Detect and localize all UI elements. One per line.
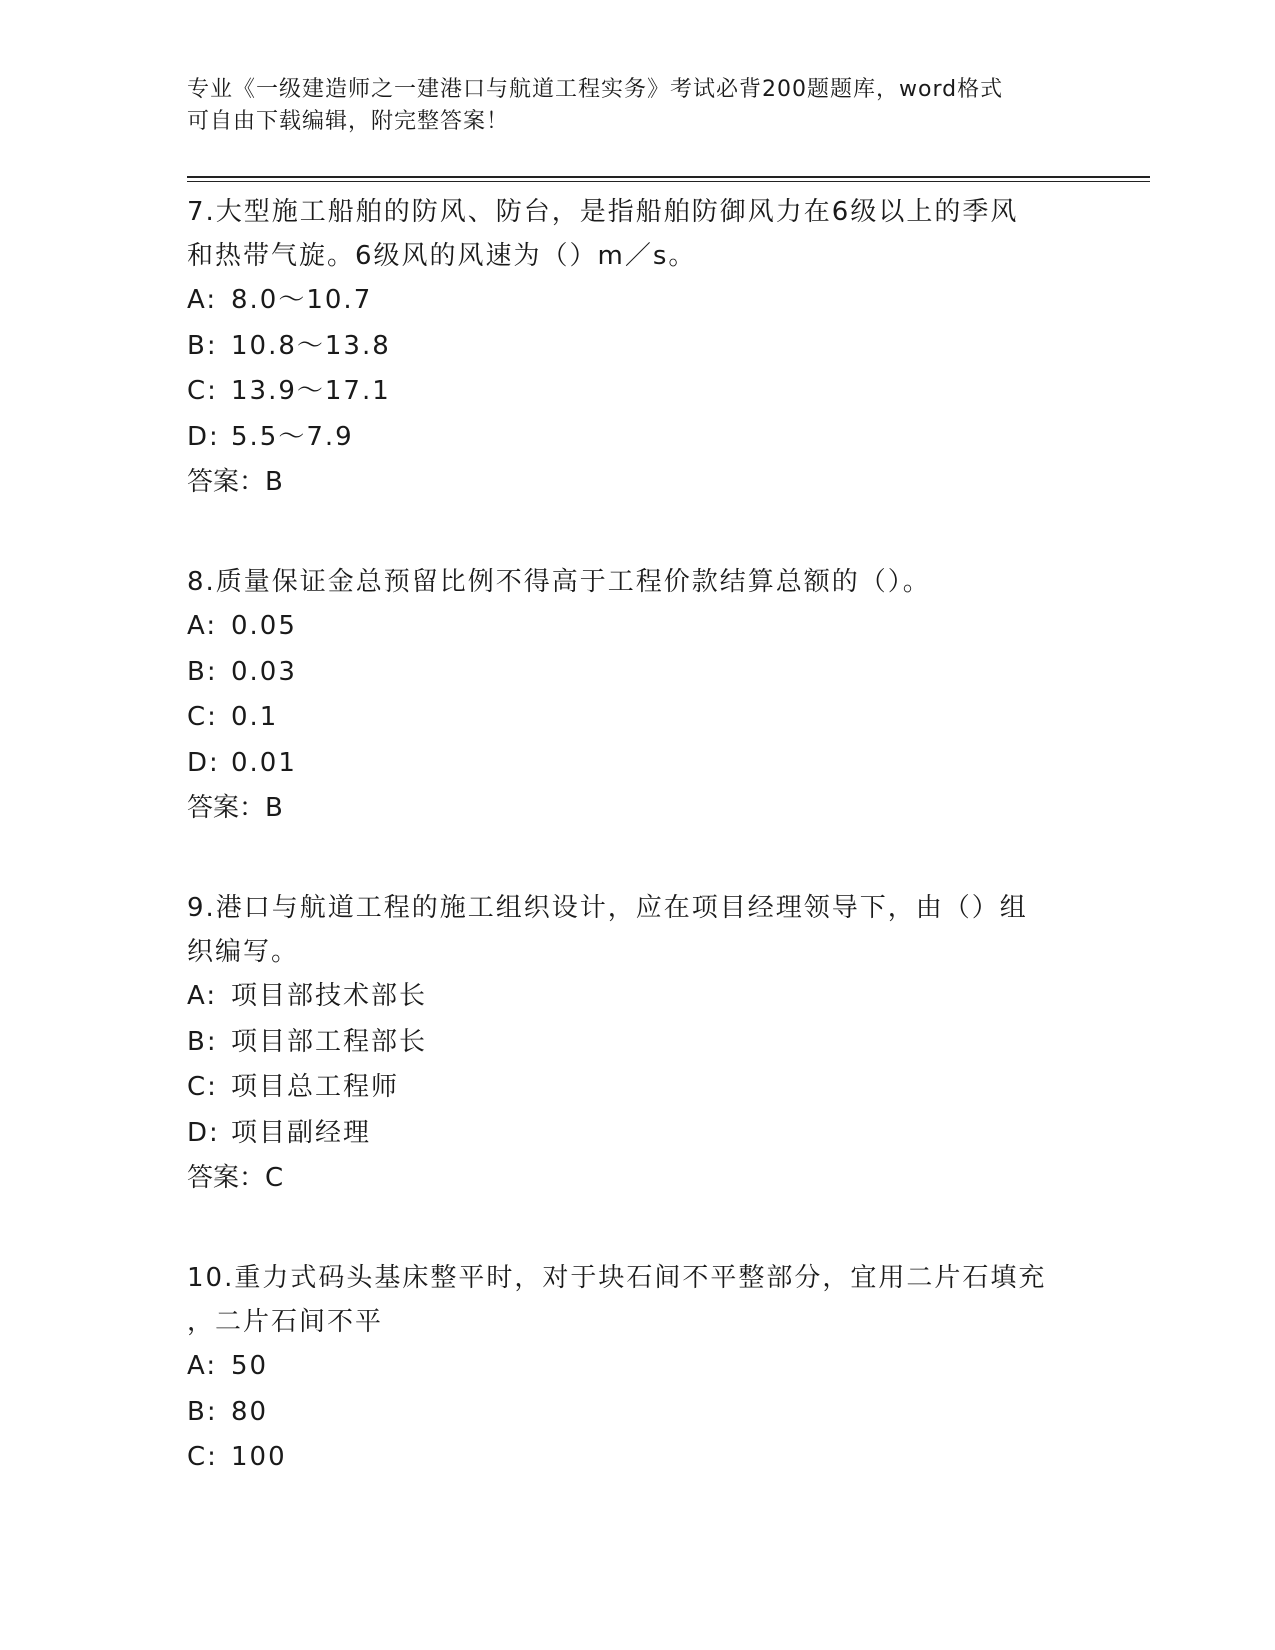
option-b bbox=[187, 1390, 1087, 1436]
option-letter: B: bbox=[187, 656, 218, 687]
answer-line: 答案：B bbox=[187, 467, 283, 497]
option-text: 0.03 bbox=[231, 656, 297, 687]
option-c bbox=[187, 1065, 1087, 1111]
document-header bbox=[187, 74, 1087, 138]
question-list bbox=[187, 190, 1087, 1537]
option-text: 项目部技术部长 bbox=[231, 981, 428, 1011]
option-letter: D: bbox=[187, 1117, 220, 1148]
option-text: 项目副经理 bbox=[231, 1117, 372, 1148]
option-a bbox=[187, 974, 1087, 1020]
option-letter: D: bbox=[187, 747, 220, 778]
stem-line: 9.港口与航道工程的施工组织设计，应在项目经理领导下，由（）组 bbox=[187, 893, 1028, 923]
option-c bbox=[187, 695, 1087, 741]
option-letter: D: bbox=[187, 421, 220, 452]
option-letter: A: bbox=[187, 1351, 218, 1381]
answer-line: 答案：C bbox=[187, 1163, 284, 1193]
option-text: 项目总工程师 bbox=[231, 1072, 400, 1102]
option-text: 13.9～17.1 bbox=[231, 376, 391, 406]
option-text: 0.01 bbox=[231, 747, 297, 778]
option-letter: C: bbox=[187, 376, 218, 406]
option-d bbox=[187, 1111, 1087, 1157]
option-letter: B: bbox=[187, 1396, 218, 1427]
option-b bbox=[187, 650, 1087, 696]
stem-line: 和热带气旋。6级风的风速为（）m／s。 bbox=[187, 241, 697, 271]
question-block bbox=[187, 560, 1087, 830]
stem-line: ，二片石间不平 bbox=[187, 1307, 384, 1337]
question-block bbox=[187, 190, 1087, 504]
option-b bbox=[187, 324, 1087, 370]
option-letter: B: bbox=[187, 1026, 218, 1057]
option-letter: B: bbox=[187, 330, 218, 361]
stem-line: 织编写。 bbox=[187, 937, 300, 967]
question-block bbox=[187, 1256, 1087, 1481]
option-b bbox=[187, 1020, 1087, 1066]
option-a bbox=[187, 604, 1087, 650]
question-stem bbox=[187, 190, 1087, 278]
question-stem bbox=[187, 1256, 1087, 1344]
option-letter: A: bbox=[187, 981, 218, 1011]
option-letter: A: bbox=[187, 611, 218, 641]
option-text: 5.5～7.9 bbox=[231, 421, 354, 452]
stem-line: 10.重力式码头基床整平时，对于块石间不平整部分，宜用二片石填充 bbox=[187, 1263, 1047, 1293]
question-stem bbox=[187, 886, 1087, 974]
option-d bbox=[187, 415, 1087, 461]
option-letter: C: bbox=[187, 702, 218, 732]
option-letter: A: bbox=[187, 285, 218, 315]
option-letter: C: bbox=[187, 1072, 218, 1102]
option-text: 80 bbox=[231, 1396, 269, 1427]
option-text: 项目部工程部长 bbox=[231, 1026, 428, 1057]
header-title-line-2: 可自由下载编辑，附完整答案！ bbox=[187, 109, 510, 134]
option-text: 8.0～10.7 bbox=[231, 285, 373, 315]
stem-line: 7.大型施工船舶的防风、防台，是指船舶防御风力在6级以上的季风 bbox=[187, 197, 1019, 227]
option-text: 0.1 bbox=[231, 702, 279, 732]
option-a bbox=[187, 278, 1087, 324]
stem-line: 8.质量保证金总预留比例不得高于工程价款结算总额的（）。 bbox=[187, 567, 931, 597]
question-block bbox=[187, 886, 1087, 1200]
header-title-line-1: 专业《一级建造师之一建港口与航道工程实务》考试必背200题题库，word格式 bbox=[187, 77, 1004, 102]
option-c bbox=[187, 369, 1087, 415]
option-text: 10.8～13.8 bbox=[231, 330, 391, 361]
option-text: 0.05 bbox=[231, 611, 297, 641]
option-text: 100 bbox=[231, 1442, 287, 1472]
answer-line: 答案：B bbox=[187, 793, 283, 823]
option-letter: C: bbox=[187, 1442, 218, 1472]
option-a bbox=[187, 1344, 1087, 1390]
question-stem bbox=[187, 560, 1087, 604]
option-text: 50 bbox=[231, 1351, 269, 1381]
option-d bbox=[187, 741, 1087, 787]
header-divider-thin bbox=[187, 181, 1150, 182]
header-divider-thick bbox=[187, 176, 1150, 178]
option-c bbox=[187, 1435, 1087, 1481]
